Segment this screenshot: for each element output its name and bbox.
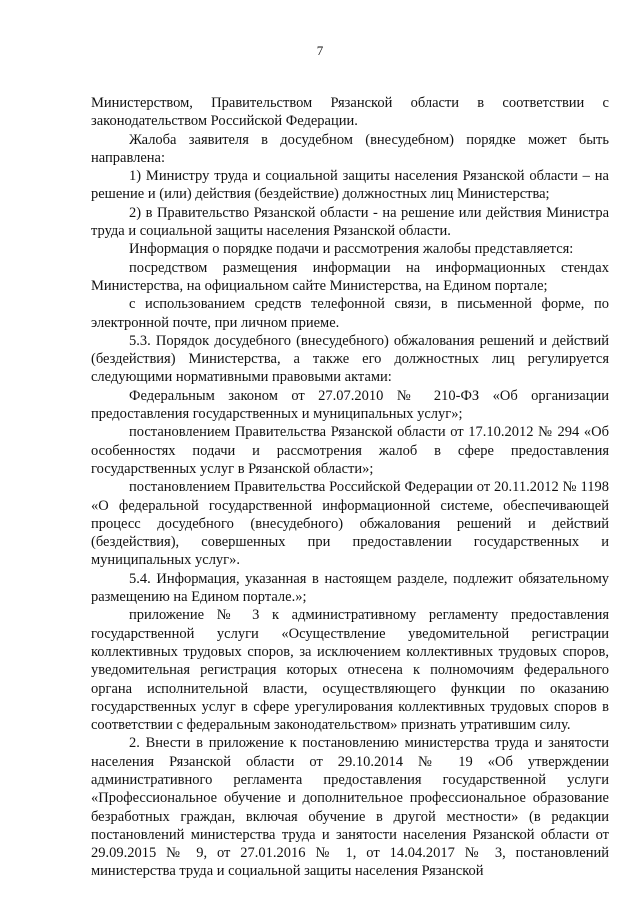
paragraph: 5.3. Порядок досудебного (внесудебного) обжалования решений и действий (бездействия) Министерства, а также его должностных лиц регулируется следующими нормативными правовыми актами: [91, 332, 609, 386]
paragraph: посредством размещения информации на информационных стендах Министерства, на официальном сайте Министерства, на Едином портале; [91, 259, 609, 294]
paragraph: 1) Министру труда и социальной защиты населения Рязанской области – на решение и (или) действия (бездействие) должностных лиц Министерства; [91, 168, 609, 203]
paragraph: 5.4. Информация, указанная в настоящем разделе, подлежит обязательному размещению на Едином портале.»; [91, 570, 609, 606]
paragraph: с использованием средств телефонной связи, в письменной форме, по электронной почте, при личном приеме. [91, 296, 609, 331]
page-number: 7 [316, 43, 324, 58]
paragraph: Жалоба заявителя в досудебном (внесудебном) порядке может быть направлена: [91, 131, 609, 166]
paragraph: Федеральным законом от 27.07.2010 № 210-ФЗ «Об организации предоставления государственных и муниципальных услуг»; [91, 387, 609, 423]
paragraph: 2) в Правительство Рязанской области - на решение или действия Министра труда и социальной защиты населения Рязанской области. [91, 204, 609, 240]
paragraph: постановлением Правительства Рязанской области от 17.10.2012 № 294 «Об особенностях подачи и рассмотрения жалоб в сфере предоставления государственных услуг в Рязанской области»; [91, 424, 609, 477]
paragraph: приложение № 3 к административному регламенту предоставления государственной услуги «Осуществление уведомительной регистрации коллективных трудовых споров, за исключением коллективных трудовых споров, уведомительная регистрация которых отнесена к полномочиям федерального органа исполнительной власти, осуществляющего функции по оказанию государственных услуг в сфере урегулирования коллективных трудовых споров в соответствии с федеральным законодательством» признать утратившим силу. [91, 607, 609, 734]
paragraph: Министерством, Правительством Рязанской области в соответствии с законодательством Российской Федерации. [91, 95, 609, 130]
document-body [91, 94, 609, 881]
paragraph: 2. Внести в приложение к постановлению министерства труда и занятости населения Рязанской области от 29.10.2014 № 19 «Об утверждении административного регламента предоставления государственной услуги «Профессиональное обучение и дополнительное профессиональное образование безработных граждан, включая обучение в другой местности» (в редакции постановлений министерства труда и занятости населения Рязанской области от 29.09.2015 № 9, от 27.01.2016 № 1, от 14.04.2017 № 3, постановлений министерства труда и социальной защиты населения Рязанской [91, 735, 609, 880]
paragraph: Информация о порядке подачи и рассмотрения жалобы представляется: [129, 241, 574, 258]
paragraph: постановлением Правительства Российской Федерации от 20.11.2012 № 1198 «О федеральной государственной информационной системе, обеспечивающей процесс досудебного (внесудебного) обжалования решений и действий (бездействия), совершенных при предоставлении государственных и муниципальных услуг». [91, 479, 609, 569]
